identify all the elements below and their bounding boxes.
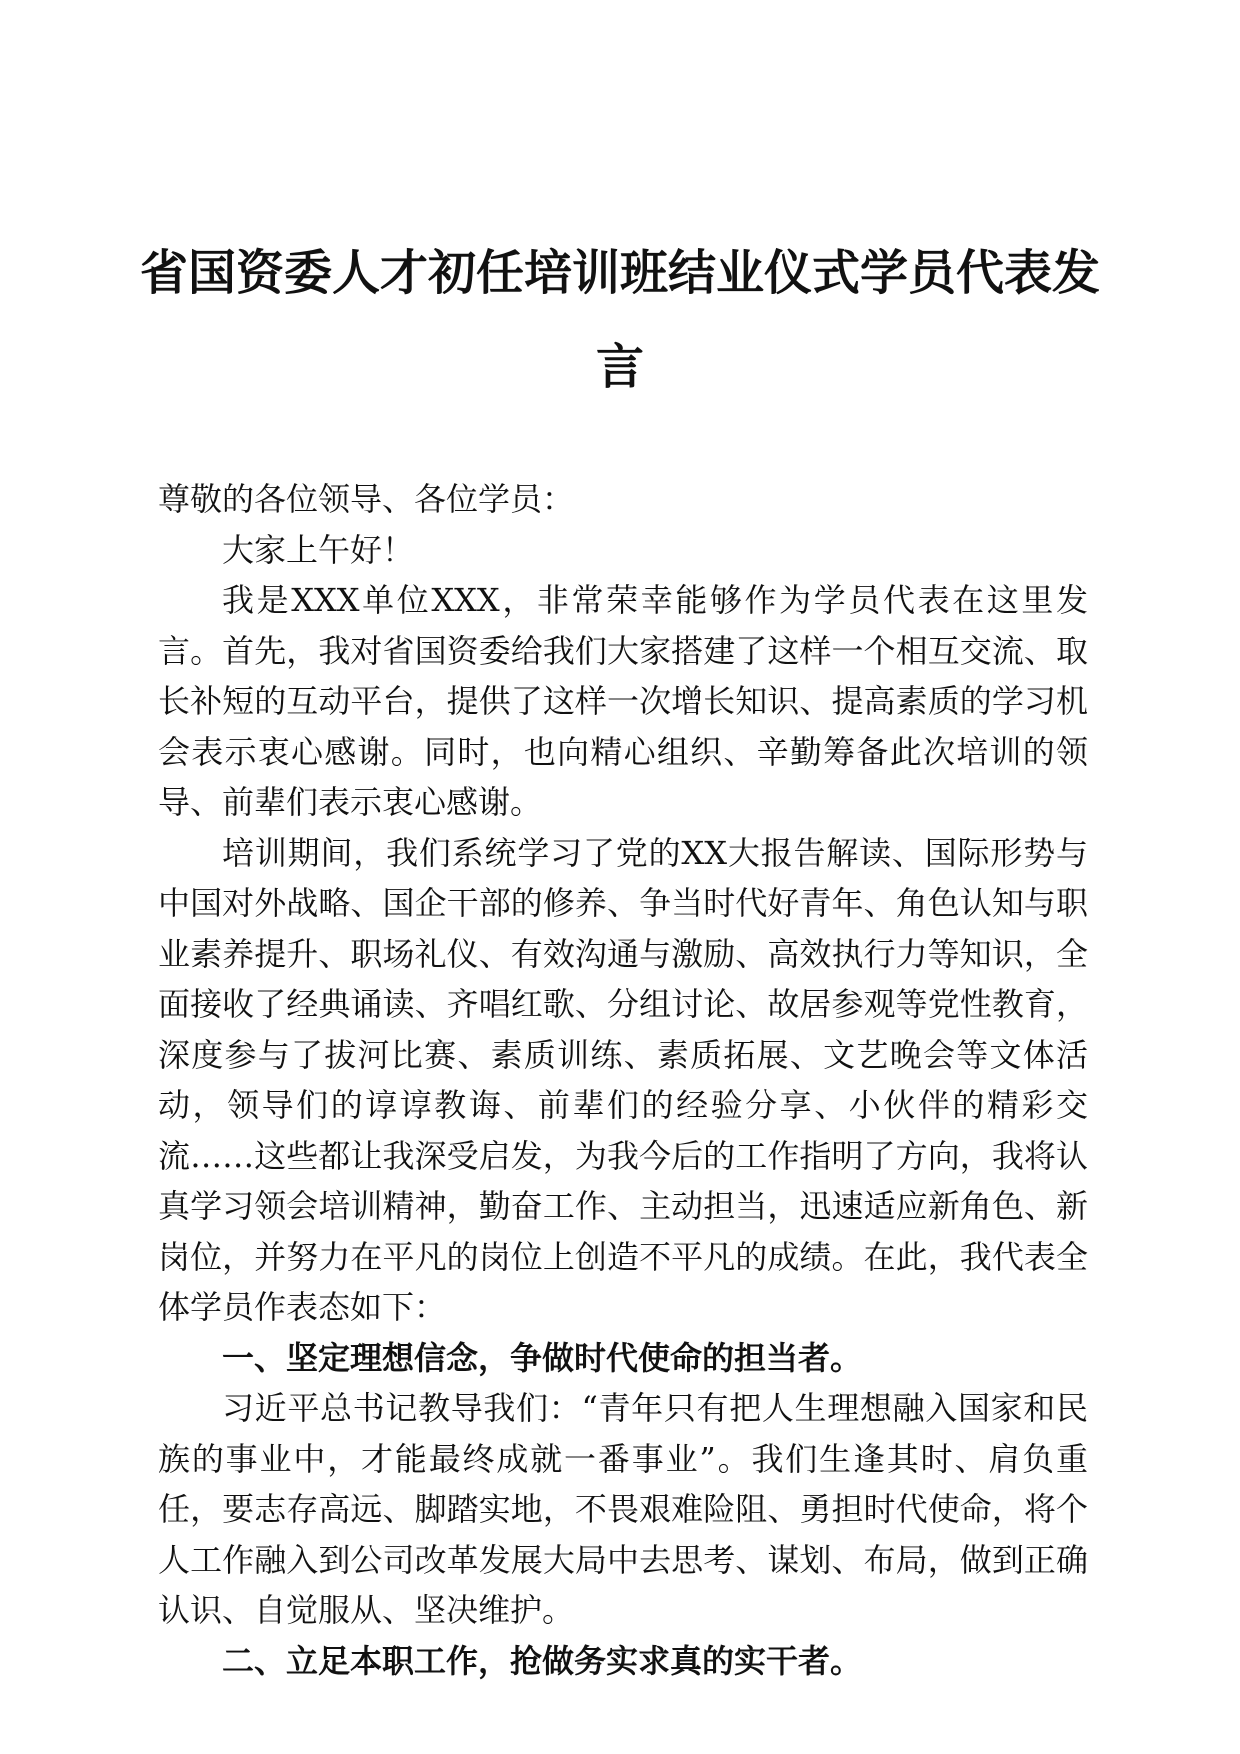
paragraph-introduction: 我是XXX单位XXX，非常荣幸能够作为学员代表在这里发言。首先，我对省国资委给我们大家搭建了这样一个相互交流、取长补短的互动平台，提供了这样一次增长知识、提高素质的学习机会表示衷心感谢。同时，也向精心组织、辛勤筹备此次培训的领导、前辈们表示衷心感谢。 bbox=[158, 581, 1088, 821]
document-body bbox=[158, 474, 1088, 1686]
section-heading-2: 二、立足本职工作，抢做务实求真的实干者。 bbox=[222, 1641, 863, 1680]
document-title-line-1: 省国资委人才初任培训班结业仪式学员代表发 bbox=[140, 245, 1101, 301]
paragraph-training-summary: 培训期间，我们系统学习了党的XX大报告解读、国际形势与中国对外战略、国企干部的修养、争当时代好青年、角色认知与职业素养提升、职场礼仪、有效沟通与激励、高效执行力等知识，全面接收了经典诵读、齐唱红歌、分组讨论、故居参观等党性教育，深度参与了拔河比赛、素质训练、素质拓展、文艺晚会等文体活动，领导们的谆谆教诲、前辈们的经验分享、小伙伴的精彩交流……这些都让我深受启发，为我今后的工作指明了方向，我将认真学习领会培训精神，勤奋工作、主动担当，迅速适应新角色、新岗位，并努力在平凡的岗位上创造不平凡的成绩。在此，我代表全体学员作表态如下： bbox=[158, 833, 1088, 1326]
document-title-line-2: 言 bbox=[595, 339, 644, 395]
greeting: 大家上午好！ bbox=[222, 530, 415, 569]
section-heading-1: 一、坚定理想信念，争做时代使命的担当者。 bbox=[222, 1338, 863, 1377]
salutation: 尊敬的各位领导、各位学员： bbox=[158, 480, 575, 518]
document-title bbox=[140, 226, 1100, 414]
paragraph-section-1: 习近平总书记教导我们：“青年只有把人生理想融入国家和民族的事业中，才能最终成就一番事业”。我们生逢其时、肩负重任，要志存高远、脚踏实地，不畏艰难险阻、勇担时代使命，将个人工作融入到公司改革发展大局中去思考、谋划、布局，做到正确认识、自觉服从、坚决维护。 bbox=[158, 1389, 1088, 1629]
